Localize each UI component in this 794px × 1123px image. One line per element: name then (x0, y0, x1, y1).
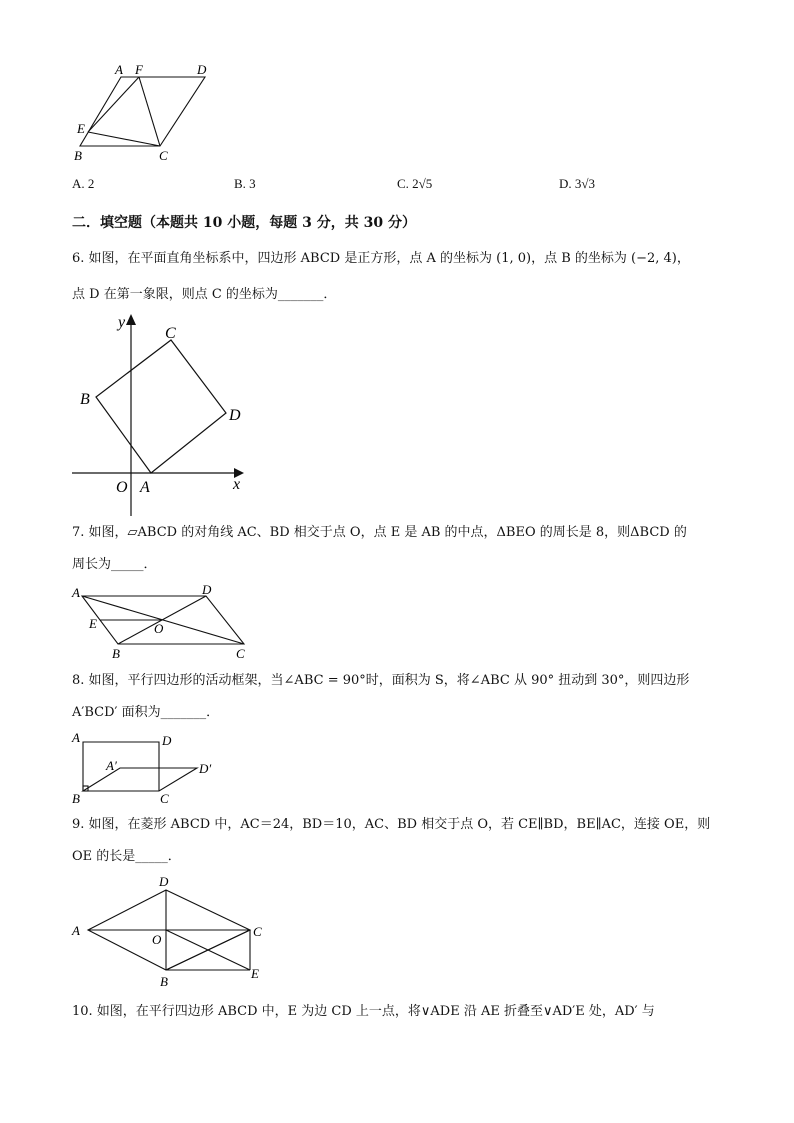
q7-figure (68, 580, 254, 662)
q8-label-c: C (160, 791, 169, 806)
q6-axis-x: x (233, 476, 241, 493)
q5-label-d: D (197, 62, 207, 77)
q8-line-1: 8. 如图，平行四边形的活动框架，当∠ABC = 90°时，面积为 S，将∠ABC 从 90° 扭动到 30°，则四边形 (72, 673, 690, 688)
q5-figure (68, 60, 228, 164)
option-value: 2√5 (412, 176, 433, 191)
q8-figure (68, 728, 228, 808)
option-letter: D. (559, 176, 572, 191)
q8-label-a-prime: A′ (106, 758, 117, 773)
q5-option-b[interactable] (234, 176, 256, 192)
q9-label-o: O (152, 932, 162, 947)
q5-label-b: B (74, 148, 82, 163)
q7-label-a: A (72, 585, 80, 600)
q7-line-2: 周长为_____． (72, 557, 157, 572)
q6-label-b: B (80, 391, 90, 408)
q9-line-2: OE 的长是_____． (72, 849, 181, 864)
q8-label-b: B (72, 791, 80, 806)
q5-option-a[interactable] (72, 176, 94, 192)
q6-label-d: D (229, 407, 241, 424)
q10-line-1: 10. 如图，在平行四边形 ABCD 中，E 为边 CD 上一点，将∨ADE 沿 AE 折叠至∨AD′E 处，AD′ 与 (72, 1004, 655, 1019)
q6-label-a: A (140, 479, 150, 496)
option-value: 2 (87, 176, 95, 191)
q9-figure (68, 870, 274, 994)
q5-label-f: F (135, 62, 143, 77)
q9-label-e: E (251, 966, 259, 981)
q6-label-c: C (165, 325, 176, 342)
q6-label-o: O (116, 479, 128, 496)
q5-label-c: C (159, 148, 168, 163)
q5-option-c[interactable] (397, 176, 432, 192)
q9-label-d: D (159, 874, 169, 889)
q8-line-2: A′BCD′ 面积为_______． (72, 705, 220, 720)
q7-label-d: D (202, 582, 212, 597)
q7-label-o: O (154, 621, 164, 636)
q8-label-a: A (72, 730, 80, 745)
q9-label-a: A (72, 923, 80, 938)
q9-label-b: B (160, 974, 168, 989)
option-letter: B. (234, 176, 246, 191)
option-value: 3 (249, 176, 256, 191)
q5-label-a: A (115, 62, 123, 77)
option-letter: C. (397, 176, 409, 191)
q8-label-d-prime: D′ (199, 761, 212, 776)
q6-figure (66, 310, 256, 520)
option-letter: A. (72, 176, 85, 191)
q9-line-1: 9. 如图，在菱形 ABCD 中，AC＝24，BD＝10，AC、BD 相交于点 O，若 CE∥BD，BE∥AC，连接 OE，则 (72, 817, 711, 832)
section-title: 二．填空题（本题共 10 小题，每题 3 分，共 30 分） (72, 215, 416, 231)
q7-line-1: 7. 如图，▱ABCD 的对角线 AC、BD 相交于点 O，点 E 是 AB 的中点，ΔBEO 的周长是 8，则ΔBCD 的 (72, 525, 687, 540)
q6-line-1: 6. 如图，在平面直角坐标系中，四边形 ABCD 是正方形，点 A 的坐标为 (1, 0)，点 B 的坐标为 (−2, 4)， (72, 251, 690, 266)
q9-label-c: C (253, 924, 262, 939)
q5-option-d[interactable] (559, 176, 595, 192)
q6-line-2: 点 D 在第一象限，则点 C 的坐标为_______． (72, 287, 337, 302)
q7-label-c: C (236, 646, 245, 661)
q8-label-d: D (162, 733, 172, 748)
option-value: 3√3 (574, 176, 596, 191)
q7-label-e: E (89, 616, 97, 631)
q5-label-e: E (77, 121, 85, 136)
q7-label-b: B (112, 646, 120, 661)
q6-axis-y: y (118, 314, 126, 331)
